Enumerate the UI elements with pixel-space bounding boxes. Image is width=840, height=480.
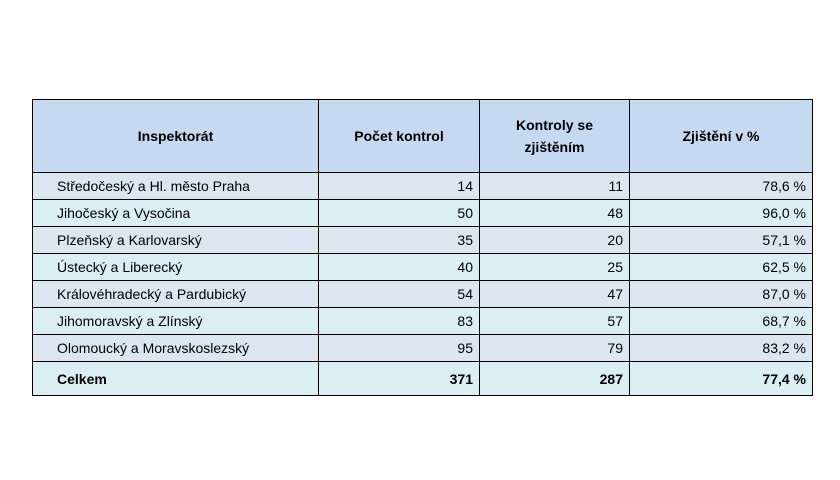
total-row [33, 362, 813, 396]
cell-inspektorat: Plzeňský a Karlovarský [33, 227, 319, 254]
cell-pocet: 95 [319, 335, 480, 362]
cell-procento: 87,0 % [630, 281, 813, 308]
cell-pocet: 40 [319, 254, 480, 281]
header-kontroly-se-zjistenim: Kontroly se zjištěním [480, 100, 630, 173]
header-pocet-kontrol: Počet kontrol [319, 100, 480, 173]
cell-procento: 57,1 % [630, 227, 813, 254]
header-zjisteni-procento: Zjištění v % [630, 100, 813, 173]
cell-zjisteni: 25 [480, 254, 630, 281]
table-footer [33, 362, 813, 396]
header-inspektorat: Inspektorát [33, 100, 319, 173]
cell-zjisteni: 20 [480, 227, 630, 254]
cell-zjisteni: 57 [480, 308, 630, 335]
cell-pocet: 54 [319, 281, 480, 308]
table-row [33, 335, 813, 362]
cell-zjisteni: 48 [480, 200, 630, 227]
cell-inspektorat: Středočeský a Hl. město Praha [33, 173, 319, 200]
inspection-results-table [32, 99, 813, 396]
cell-procento: 83,2 % [630, 335, 813, 362]
table-header [33, 100, 813, 173]
table-row [33, 200, 813, 227]
cell-zjisteni: 47 [480, 281, 630, 308]
cell-pocet: 83 [319, 308, 480, 335]
cell-procento: 96,0 % [630, 200, 813, 227]
table-row [33, 308, 813, 335]
cell-inspektorat: Jihomoravský a Zlínský [33, 308, 319, 335]
total-procento: 77,4 % [630, 362, 813, 396]
table-row [33, 254, 813, 281]
header-row [33, 100, 813, 173]
cell-inspektorat: Jihočeský a Vysočina [33, 200, 319, 227]
cell-procento: 68,7 % [630, 308, 813, 335]
cell-procento: 62,5 % [630, 254, 813, 281]
cell-pocet: 50 [319, 200, 480, 227]
total-pocet: 371 [319, 362, 480, 396]
cell-procento: 78,6 % [630, 173, 813, 200]
cell-zjisteni: 79 [480, 335, 630, 362]
table-row [33, 281, 813, 308]
cell-inspektorat: Ústecký a Liberecký [33, 254, 319, 281]
table-body [33, 173, 813, 362]
table-row [33, 227, 813, 254]
cell-inspektorat: Olomoucký a Moravskoslezský [33, 335, 319, 362]
cell-inspektorat: Královéhradecký a Pardubický [33, 281, 319, 308]
total-label: Celkem [33, 362, 319, 396]
table-row [33, 173, 813, 200]
total-zjisteni: 287 [480, 362, 630, 396]
cell-zjisteni: 11 [480, 173, 630, 200]
cell-pocet: 35 [319, 227, 480, 254]
cell-pocet: 14 [319, 173, 480, 200]
